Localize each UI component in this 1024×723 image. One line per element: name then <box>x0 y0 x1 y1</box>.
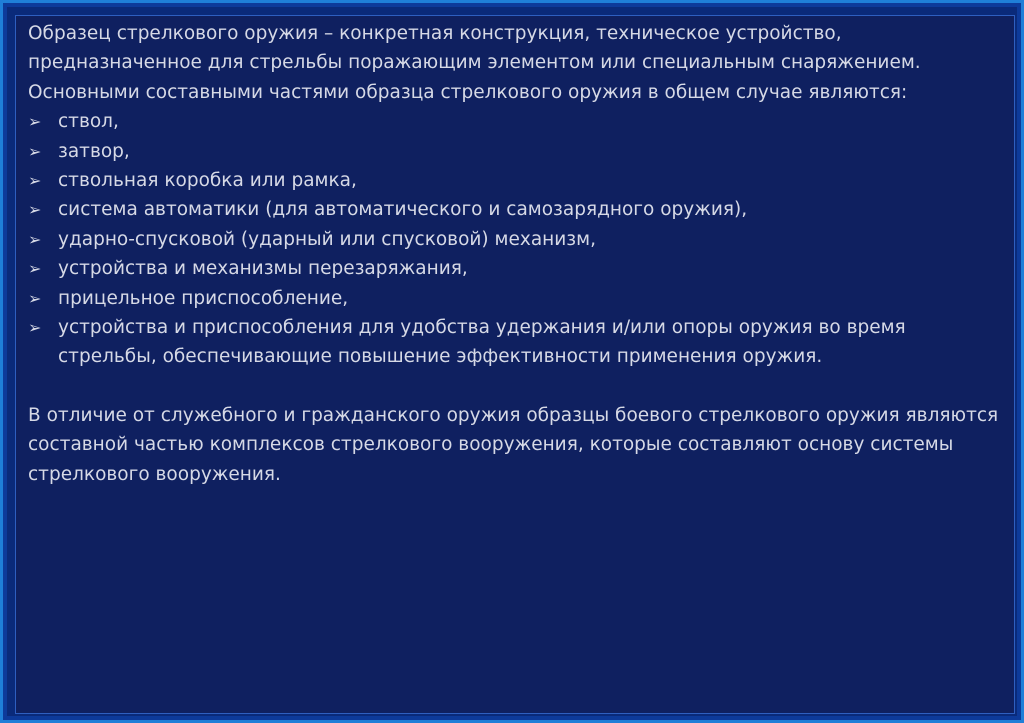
list-item-text: прицельное приспособление, <box>58 287 349 309</box>
check-arrow-icon: ➢ <box>28 229 42 249</box>
list-item-text: устройства и механизмы перезаряжания, <box>58 258 468 280</box>
check-arrow-icon: ➢ <box>28 171 42 191</box>
list-item <box>28 195 1008 224</box>
slide-content <box>28 19 1008 489</box>
check-arrow-icon: ➢ <box>28 200 42 220</box>
list-item <box>28 225 1008 254</box>
list-item-text: система автоматики (для автоматического и самозарядного оружия), <box>58 199 748 221</box>
components-list <box>28 107 1008 372</box>
list-item <box>28 107 1008 136</box>
intro-line-2: предназначенное для стрельбы поражающим элементом или специальным снаряжением. <box>28 52 921 74</box>
check-arrow-icon: ➢ <box>28 288 42 308</box>
list-item-text: ударно-спусковой (ударный или спусковой) механизм, <box>58 228 596 250</box>
list-item <box>28 284 1008 313</box>
check-arrow-icon: ➢ <box>28 141 42 161</box>
check-arrow-icon: ➢ <box>28 112 42 132</box>
list-item-text: устройства и приспособления для удобства удержания и/или опоры оружия во время стрельбы, обеспечивающие повышение эффективности применения оружия. <box>58 317 906 368</box>
list-item <box>28 137 1008 166</box>
list-item-text: затвор, <box>58 140 130 162</box>
list-item <box>28 166 1008 195</box>
intro-line-3: Основными составными частями образца стрелкового оружия в общем случае являются: <box>28 81 908 103</box>
conclusion-paragraph: В отличие от служебного и гражданского оружия образцы боевого стрелкового оружия являются составной частью комплексов стрелкового вооружения, которые составляют основу системы стрелкового вооружения. <box>28 404 999 485</box>
slide <box>15 15 1015 714</box>
check-arrow-icon: ➢ <box>28 259 42 279</box>
list-item <box>28 313 1008 372</box>
list-item-text: ствольная коробка или рамка, <box>58 170 357 192</box>
list-item <box>28 254 1008 283</box>
check-arrow-icon: ➢ <box>28 318 42 338</box>
list-item-text: ствол, <box>58 111 119 133</box>
paragraph-spacer <box>28 372 1008 401</box>
intro-line-1: Образец стрелкового оружия – конкретная конструкция, техническое устройство, <box>28 23 842 44</box>
